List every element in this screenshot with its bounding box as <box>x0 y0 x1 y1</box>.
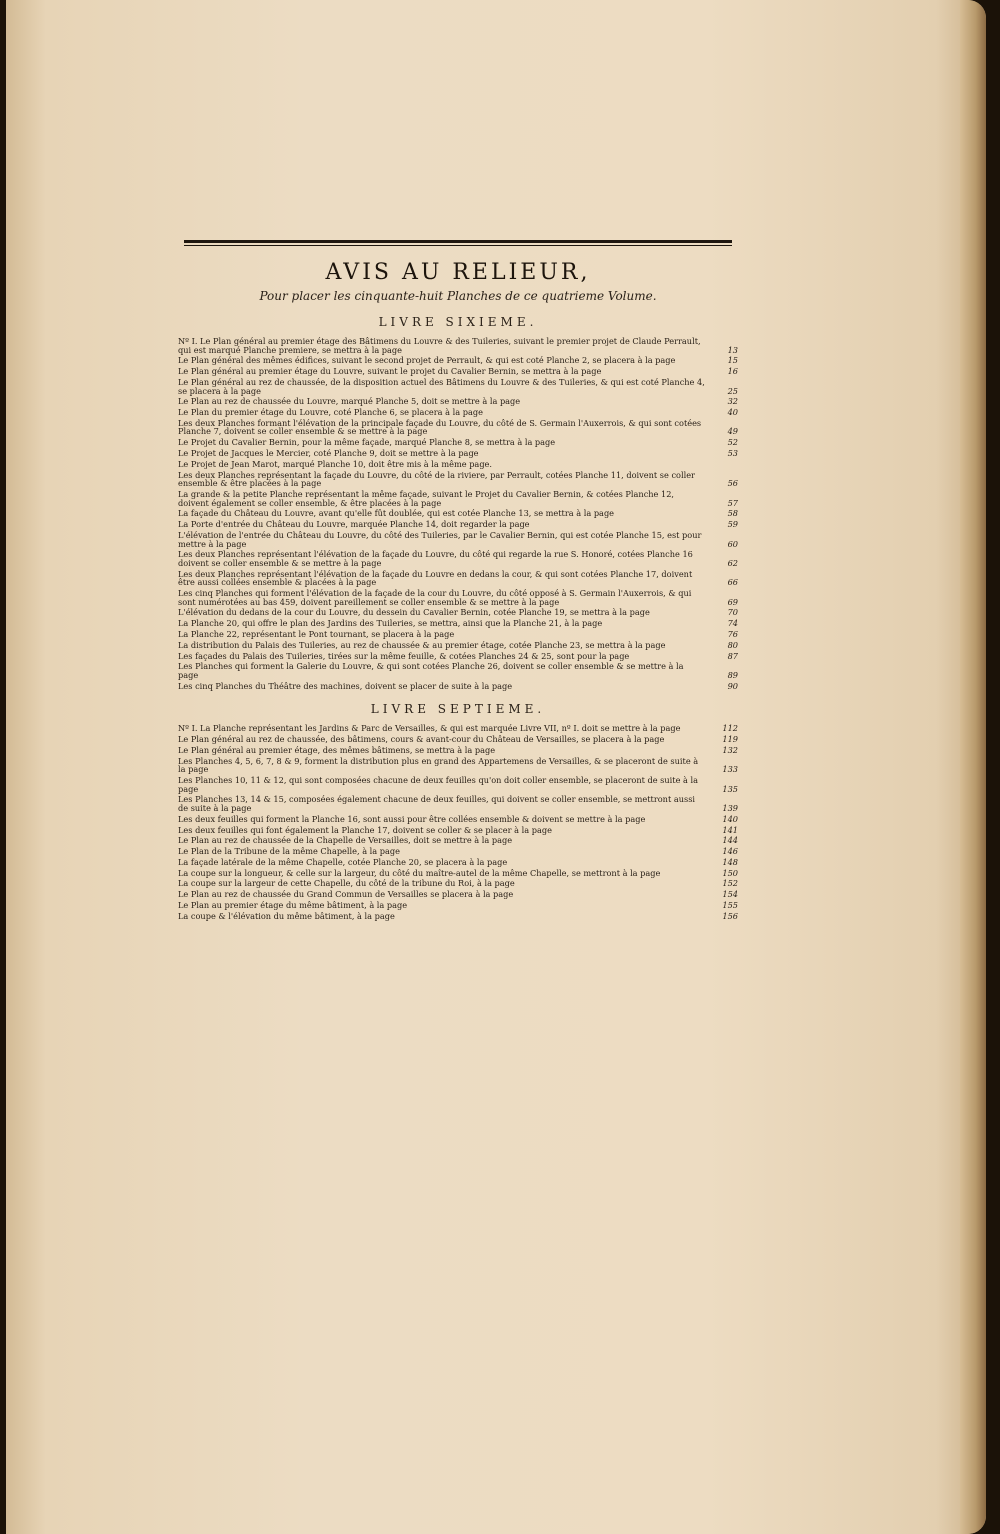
entry-page-number: 59 <box>727 519 738 530</box>
entry-page-number: 62 <box>727 557 738 568</box>
header-rule <box>184 240 732 246</box>
entry-text: Le Plan général au premier étage, des mêmes bâtimens, se mettra à la page <box>178 744 496 755</box>
book-six-section <box>178 315 738 690</box>
entry-page-number: 70 <box>727 607 738 618</box>
entry-page-number: 154 <box>722 889 738 900</box>
entry-text: Le Projet de Jacques le Mercier, coté Planche 9, doit se mettre à la page <box>178 448 479 459</box>
plate-entry <box>178 608 738 617</box>
plate-entry <box>178 912 738 921</box>
entry-page-number: 66 <box>727 577 738 588</box>
entry-text: La distribution du Palais des Tuileries, au rez de chaussée & au premier étage, cotée Planche 23, se mettra à la page <box>178 639 666 650</box>
entry-text: Les façades du Palais des Tuileries, tirées sur la même feuille, & cotées Planches 24 & 25, sont pour la page <box>178 650 630 661</box>
plate-entry <box>178 890 738 899</box>
entry-page-number: 144 <box>722 835 738 846</box>
plate-entry <box>178 735 738 744</box>
entry-page-number: 57 <box>727 497 738 508</box>
entry-page-number: 80 <box>727 639 738 650</box>
entry-text: Le Plan général au rez de chaussée, des bâtimens, cours & avant-cour du Château de Versailles, se placera à la page <box>178 734 665 745</box>
entry-page-number: 69 <box>727 596 738 607</box>
page-title: AVIS AU RELIEUR, <box>325 260 591 285</box>
plate-entry <box>178 490 738 507</box>
entry-page-number: 133 <box>722 764 738 775</box>
plate-entry <box>178 419 738 436</box>
entry-text: Les deux Planches représentant la façade du Louvre, du côté de la riviere, par Perrault, cotées Planche 11, doivent se coller ensemble & être placées à la page <box>178 469 695 489</box>
entry-page-number: 89 <box>727 669 738 680</box>
entry-text: Les Planches 13, 14 & 15, composées également chacune de deux feuilles, qui doivent se coller ensemble, se mettront aussi de suite à la page <box>178 794 696 813</box>
entry-text: Les cinq Planches qui forment l'élévation de la façade de la cour du Louvre, du côté opposé à S. Germain l'Auxerrois, & qui sont numérotées au bas 459, doivent pareillement se coller ensemble & se mettre à la page <box>178 588 692 607</box>
plate-entry <box>178 397 738 406</box>
entry-text: La coupe sur la longueur, & celle sur la largeur, du côté du maître-autel de la même Chapelle, se mettront à la page <box>178 867 661 878</box>
entry-page-number: 15 <box>727 355 738 366</box>
entry-text: Les deux Planches représentant l'élévation de la façade du Louvre en dedans la cour, & qui sont cotées Planche 17, doivent être aussi collées ensemble & placées à la page <box>178 568 693 588</box>
entry-text: Le Plan général au rez de chaussée, de la disposition actuel des Bâtimens du Louvre & des Tuileries, & qui est coté Planche 4, se placera à la page <box>178 376 705 396</box>
entry-text: La façade du Château du Louvre, avant qu'elle fût doublée, qui est cotée Planche 13, se mettra à la page <box>178 508 615 519</box>
entry-text: Le Plan au rez de chaussée du Grand Commun de Versailles se placera à la page <box>178 889 514 900</box>
entry-text: La coupe & l'élévation du même bâtiment, à la page <box>178 910 395 921</box>
plate-entry <box>178 520 738 529</box>
notice-block <box>178 240 738 923</box>
entry-page-number: 119 <box>722 734 738 745</box>
plate-entry <box>178 662 738 679</box>
book-seven-section <box>178 702 738 920</box>
book-seven-heading: LIVRE SEPTIEME. <box>370 702 546 717</box>
entry-page-number: 87 <box>727 650 738 661</box>
entry-text: Le Plan au premier étage du même bâtiment, à la page <box>178 900 408 910</box>
plate-entry <box>178 550 738 567</box>
plate-entry <box>178 408 738 417</box>
entry-text: La Porte d'entrée du Château du Louvre, marquée Planche 14, doit regarder la page <box>178 519 530 530</box>
entry-text: Les deux Planches formant l'élévation de la principale façade du Louvre, du côté de S. Germain l'Auxerrois, & qui sont cotées Planche 7, doivent se coller ensemble & se mettre à la page <box>178 417 702 437</box>
entry-page-number: 49 <box>727 426 738 437</box>
plate-entry <box>178 901 738 910</box>
entry-text: Le Plan du premier étage du Louvre, coté Planche 6, se placera à la page <box>178 407 483 418</box>
entry-text: Les Planches 10, 11 & 12, qui sont composées chacune de deux feuilles qu'on doit coller ensemble, se placeront de suite à la page <box>178 775 698 794</box>
entry-text: La coupe sur la largeur de cette Chapelle, du côté de la tribune du Roi, à la page <box>178 878 515 889</box>
plate-entry <box>178 460 738 469</box>
plate-entry <box>178 509 738 518</box>
plate-entry <box>178 682 738 691</box>
entry-text: Le Plan au rez de chaussée du Louvre, marqué Planche 5, doit se mettre à la page <box>178 396 521 407</box>
entry-text: Les cinq Planches du Théâtre des machines, doivent se placer de suite à la page <box>178 680 513 691</box>
entry-page-number: 53 <box>727 448 738 459</box>
page-edge <box>960 0 986 1534</box>
plate-entry <box>178 836 738 845</box>
plate-entry <box>178 589 738 606</box>
entry-page-number: 135 <box>722 783 738 794</box>
entry-text: Le Plan au rez de chaussée de la Chapelle de Versailles, doit se mettre à la page <box>178 835 513 846</box>
book-page <box>6 0 986 1534</box>
entry-page-number: 132 <box>722 744 738 755</box>
entry-page-number: 25 <box>727 385 738 396</box>
entry-text: Les Planches qui forment la Galerie du Louvre, & qui sont cotées Planche 26, doivent se coller ensemble & se mettre à la page <box>178 661 684 680</box>
entry-text: La façade latérale de la même Chapelle, cotée Planche 20, se placera à la page <box>178 856 508 867</box>
entry-text: Le Plan de la Tribune de la même Chapelle, à la page <box>178 846 400 857</box>
plate-entry <box>178 776 738 793</box>
plate-entry <box>178 531 738 548</box>
entry-page-number: 58 <box>727 508 738 519</box>
plate-entry <box>178 337 738 354</box>
entry-text: Nº I. La Planche représentant les Jardins & Parc de Versailles, & qui est marquée Livre VII, nº I. doit se mettre à la page <box>178 723 681 734</box>
plate-entry <box>178 619 738 628</box>
entry-page-number: 148 <box>722 856 738 867</box>
entry-page-number: 146 <box>722 846 738 857</box>
entry-text: Le Projet de Jean Marot, marqué Planche 10, doit être mis à la même page. <box>178 458 493 469</box>
entry-page-number: 60 <box>727 538 738 549</box>
plate-entry <box>178 815 738 824</box>
entry-text: Le Projet du Cavalier Bernin, pour la même façade, marqué Planche 8, se mettra à la page <box>178 437 556 448</box>
plate-entry <box>178 449 738 458</box>
plate-entry <box>178 356 738 365</box>
plate-entry <box>178 858 738 867</box>
entry-page-number: 32 <box>727 396 738 407</box>
plate-entry <box>178 438 738 447</box>
plate-entry <box>178 724 738 733</box>
plate-entry <box>178 641 738 650</box>
entry-page-number: 40 <box>727 407 738 418</box>
entry-text: Les deux Planches représentant l'élévation de la façade du Louvre, du côté qui regarde la rue S. Honoré, cotées Planche 16 doivent se coller ensemble & se mettre à la page <box>178 549 693 568</box>
book-six-entries <box>178 337 738 690</box>
entry-page-number: 140 <box>722 813 738 824</box>
entry-text: L'élévation du dedans de la cour du Louvre, du dessein du Cavalier Bernin, cotée Planche 19, se mettra à la page <box>178 607 650 618</box>
entry-page-number: 16 <box>727 366 738 377</box>
entry-page-number: 155 <box>722 900 738 910</box>
plate-entry <box>178 378 738 395</box>
entry-page-number: 74 <box>727 618 738 629</box>
entry-text: La grande & la petite Planche représentant la même façade, suivant le Projet du Cavalier Bernin, & cotées Planche 12, doivent également se coller ensemble, & être placées à la page <box>178 488 675 508</box>
page-subtitle: Pour placer les cinquante-huit Planches de ce quatrieme Volume. <box>259 289 657 303</box>
book-seven-entries <box>178 724 738 920</box>
entry-page-number: 152 <box>722 878 738 889</box>
entry-page-number: 13 <box>727 344 738 355</box>
plate-entry <box>178 746 738 755</box>
entry-text: La Planche 20, qui offre le plan des Jardins des Tuileries, se mettra, ainsi que la Planche 21, à la page <box>178 618 603 629</box>
plate-entry <box>178 879 738 888</box>
plate-entry <box>178 826 738 835</box>
plate-entry <box>178 757 738 774</box>
entry-page-number: 52 <box>727 437 738 448</box>
entry-text: Les Planches 4, 5, 6, 7, 8 & 9, forment la distribution plus en grand des Appartemens de Versailles, & se placeront de suite à la page <box>178 755 699 775</box>
entry-page-number: 76 <box>727 628 738 639</box>
entry-page-number: 90 <box>727 680 738 691</box>
entry-page-number: 112 <box>722 723 738 734</box>
plate-entry <box>178 869 738 878</box>
plate-entry <box>178 847 738 856</box>
entry-text: Le Plan général des mêmes édifices, suivant le second projet de Perrault, & qui est coté Planche 2, se placera à la page <box>178 355 676 366</box>
entry-page-number: 56 <box>727 478 738 489</box>
plate-entry <box>178 570 738 587</box>
entry-page-number: 150 <box>722 867 738 878</box>
plate-entry <box>178 471 738 488</box>
plate-entry <box>178 795 738 812</box>
entry-page-number: 156 <box>722 910 738 921</box>
plate-entry <box>178 630 738 639</box>
entry-text: Les deux feuilles qui font également la Planche 17, doivent se coller & se placer à la page <box>178 824 552 835</box>
entry-text: Les deux feuilles qui forment la Planche 16, sont aussi pour être collées ensemble & doivent se mettre à la page <box>178 813 646 824</box>
book-six-heading: LIVRE SIXIEME. <box>378 315 538 329</box>
entry-text: La Planche 22, représentant le Pont tournant, se placera à la page <box>178 628 455 639</box>
entry-page-number: 139 <box>722 802 738 813</box>
entry-text: Le Plan général au premier étage du Louvre, suivant le projet du Cavalier Bernin, se mettra à la page <box>178 366 602 377</box>
plate-entry <box>178 367 738 376</box>
entry-text: Nº I. Le Plan général au premier étage des Bâtimens du Louvre & des Tuileries, suivant le premier projet de Claude Perrault, qui est marqué Planche premiere, se mettra à la page <box>178 336 701 355</box>
entry-text: L'élévation de l'entrée du Château du Louvre, du côté des Tuileries, par le Cavalier Bernin, qui est cotée Planche 15, est pour mettre à la page <box>178 529 702 549</box>
plate-entry <box>178 652 738 661</box>
entry-page-number: 141 <box>722 824 738 835</box>
